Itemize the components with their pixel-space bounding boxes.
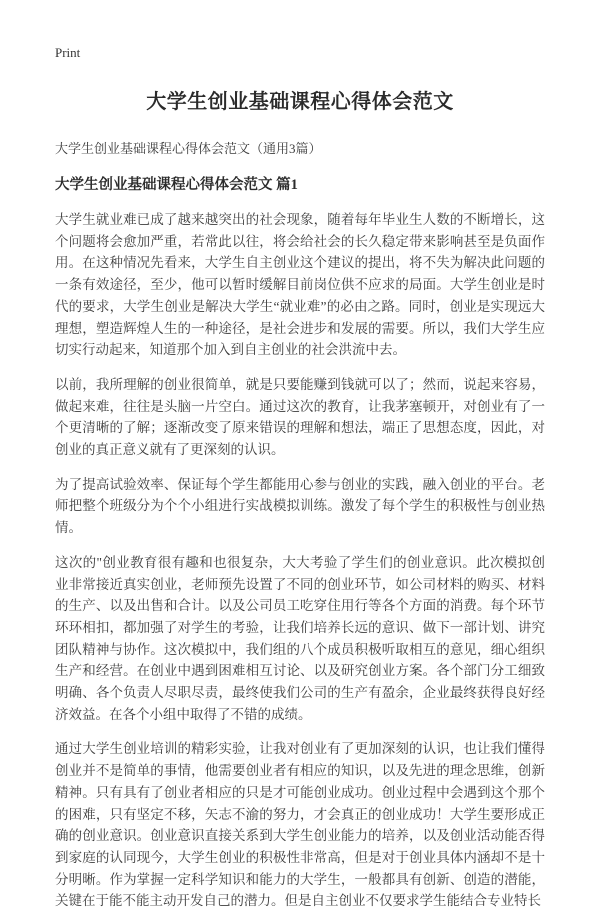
page-title: 大学生创业基础课程心得体会范文 [146,91,454,113]
body-paragraph: 为了提高试验效率、保证每个学生都能用心参与创业的实践，融入创业的平台。老师把整个班级分为个个小组进行实战模拟训练。激发了每个学生的积极性与创业热情。 [55,476,545,536]
body-paragraph: 以前，我所理解的创业很简单，就是只要能赚到钱就可以了；然而，说起来容易，做起来难，往往是头脑一片空白。通过这次的教育，让我茅塞顿开，对创业有了一个更清晰的了解；逐渐改变了原来错误的理解和想法，端正了思想态度，因此，对创业的真正意义就有了更深刻的认识。 [55,376,545,458]
body-paragraph: 通过大学生创业培训的精彩实验，让我对创业有了更加深刻的认识，也让我们懂得创业并不是简单的事情，他需要创业者有相应的知识，以及先进的理念思维，创新精神。只有具有了创业者相应的只是才可能创业成功。创业过程中会遇到这个那个的困难，只有坚定不移，矢志不渝的努力，才会真正的创业成功！大学生要形成正确的创业意识。创业意识直接关系到大学生创业能力的培养，以及创业活动能否得到家庭的认同现今，大学生创业的积极性非常高，但是对于创业具体内涵却不是十分明晰。作为掌握一定科学知识和能力的大学生，一般都具有创新、创造的潜能，关键在于能不能主动开发自己的潜力。但是自主创业不仅要求学生能结合专业特长 [55,741,545,909]
section-heading-part1: 大学生创业基础课程心得体会范文 篇1 [55,177,298,193]
body-paragraph: 这次的"创业教育很有趣和也很复杂，大大考验了学生们的创业意识。此次模拟创业非常接近真实创业，老师预先设置了不同的创业环节，如公司材料的购买、材料的生产、以及出售和合计。以及公司员工吃穿住用行等各个方面的消费。每个环节环环相扣，都加强了对学生的考验，让我们培养长远的意识、做下一部计划、讲究团队精神与协作。这次模拟中，我们组的八个成员积极听取相互的意见，细心组织生产和经营。在创业中遇到困难相互讨论、以及研究创业方案。各个部门分工细致明确、各个负责人尽职尽责，最终使我们公司的生产有盈余，企业最终获得良好经济效益。在各个小组中取得了不错的成绩。 [55,554,545,722]
doc-subtitle: 大学生创业基础课程心得体会范文（通用3篇） [55,141,322,156]
print-link[interactable]: Print [55,45,81,60]
body-paragraph: 大学生就业难已成了越来越突出的社会现象，随着每年毕业生人数的不断增长，这个问题将会愈加严重，若常此以往，将会给社会的长久稳定带来影响甚至是负面作用。在这种情况先看来，大学生自主创业这个建议的提出，将不失为解决此问题的一条有效途径，至少，他可以暂时缓解目前岗位供不应求的局面。大学生创业是时代的要求，大学生创业是解决大学生“就业难”的必由之路。同时，创业是实现远大理想，塑造辉煌人生的一种途径，是社会进步和发展的需要。所以，我们大学生应切实行动起来，知道那个加入到自主创业的社会洪流中去。 [55,212,545,358]
